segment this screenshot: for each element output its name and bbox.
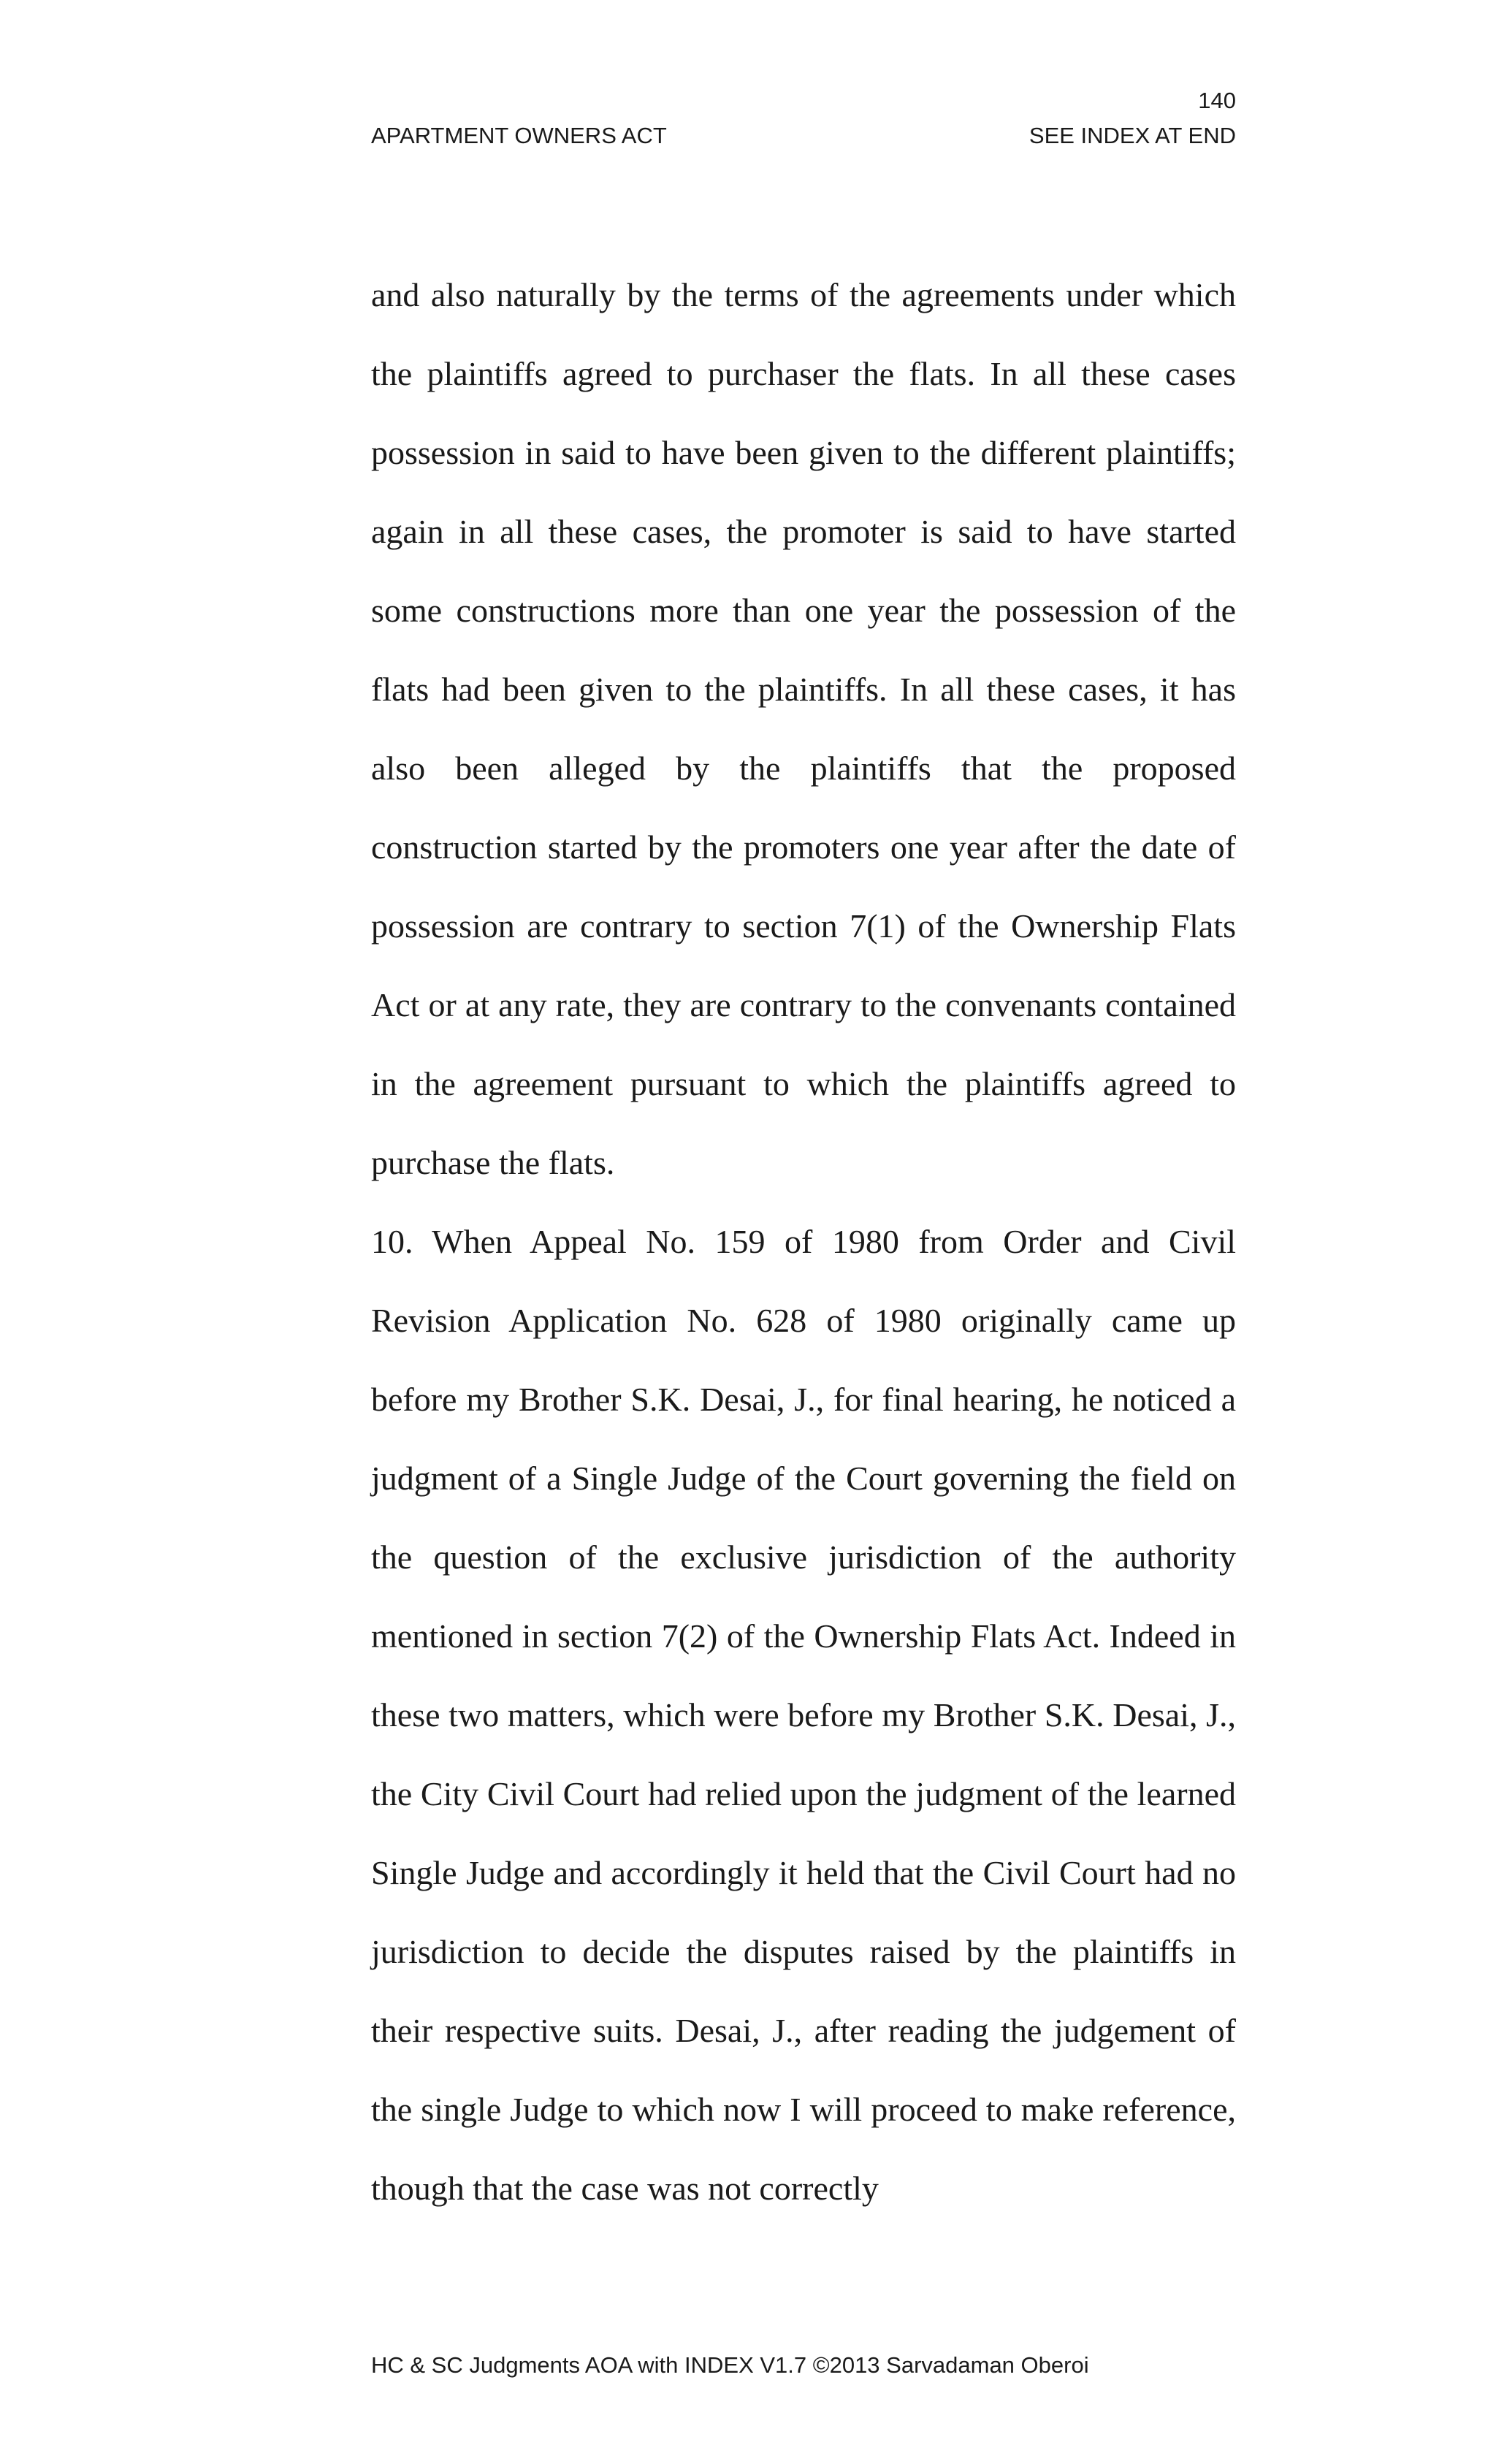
header-title: APARTMENT OWNERS ACT: [371, 123, 667, 148]
page-number: 140: [1198, 88, 1236, 113]
paragraph-continuation: and also naturally by the terms of the agreements under which the plaintiffs agreed to purchaser the flats. In all these cases possession in said to have been given to the different plaintiffs; again in all these cases, the promoter is said to have started some constructions more than one year the possession of the flats had been given to the plaintiffs. In all these cases, it has also been alleged by the plaintiffs that the proposed construction started by the promoters one year after the date of possession are contrary to section 7(1) of the Ownership Flats Act or at any rate, they are contrary to the convenants contained in the agreement pursuant to which the plaintiffs agreed to purchase the flats.: [371, 276, 1236, 1181]
page-footer: HC & SC Judgments AOA with INDEX V1.7 ©2013 Sarvadaman Oberoi: [371, 2352, 1089, 2378]
paragraph-10: 10. When Appeal No. 159 of 1980 from Order and Civil Revision Application No. 628 of 1980 originally came up before my Brother S.K. Desai, J., for final hearing, he noticed a judgment of a Single Judge of the Court governing the field on the question of the exclusive jurisdiction of the authority mentioned in section 7(2) of the Ownership Flats Act. Indeed in these two matters, which were before my Brother S.K. Desai, J., the City Civil Court had relied upon the judgment of the learned Single Judge and accordingly it held that the Civil Court had no jurisdiction to decide the disputes raised by the plaintiffs in their respective suits. Desai, J., after reading the judgement of the single Judge to which now I will proceed to make reference, though that the case was not correctly: [371, 1223, 1236, 2207]
header-index-note: SEE INDEX AT END: [1028, 123, 1236, 148]
document-body: [371, 256, 1236, 2228]
running-header: [371, 124, 1236, 147]
